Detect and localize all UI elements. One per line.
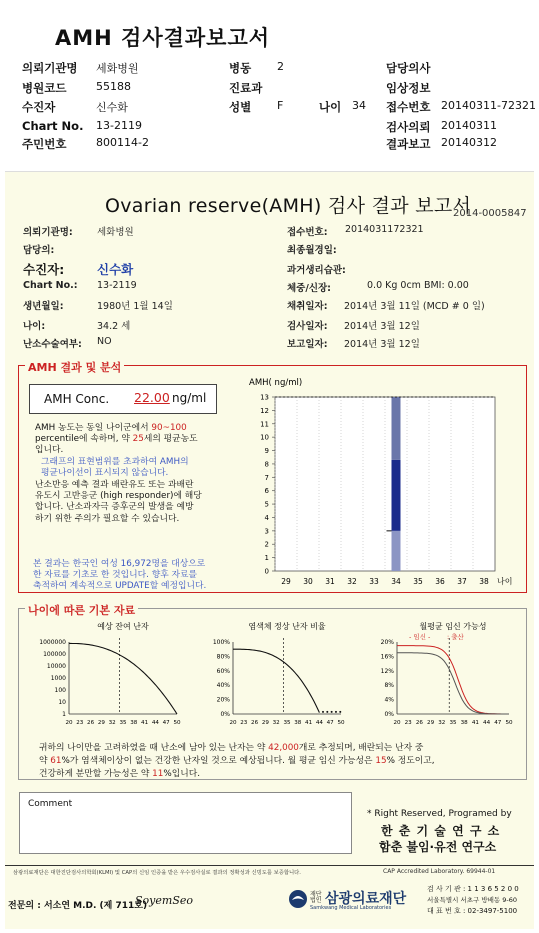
amh-chart-ytick-label: 3 [264,527,269,536]
pregnancy-chart-xtick-label: 20 [393,720,401,726]
amh-paragraph-1: AMH 농도는 동일 나이군에서 90~100 percentile에 속하며, 약 25세의 평균농도 입니다. [35,423,198,456]
footer-divider [5,865,534,866]
lab-name-2: 함춘 불임·유전 연구소 [379,840,497,854]
field-surgery-label: 난소수술여부: [23,339,82,350]
amh-chart-ytick-label: 5 [264,500,269,509]
report-title: AMH 검사결과보고서 [55,26,271,50]
amh-chart-ytick-label: 4 [264,513,269,522]
main-phone: 대 표 번 호 : 02-3497-5100 [427,907,518,915]
value-clinic: 세화병원 [96,62,139,75]
amh-section-title: AMH 결과 및 분석 [25,359,124,375]
birth-curve [397,653,509,714]
amh-chart-xtick-label: 38 [479,577,489,586]
field-test-value: 2014년 3월 12일 [344,321,420,332]
amh-chart-xtick-label: 36 [435,577,445,586]
pregnancy-curve [397,646,509,714]
sheet-doc-id: 2014-0005847 [453,208,527,219]
lab-name-1: 한 춘 기 술 연 구 소 [381,824,501,838]
ratio-chart-ytick-label: 100% [212,639,230,646]
normal-egg-ratio-chart [191,620,351,732]
field-clinic-value: 세화병원 [97,227,134,238]
field-clinic-label: 의뢰기관명: [23,227,73,238]
value-ward: 2 [277,60,284,73]
field-test-label: 검사일자: [287,321,328,332]
amh-chart-ytick-label: 0 [264,567,269,576]
label-ward: 병동 [229,61,252,75]
value-hospital-code: 55188 [96,80,131,93]
amh-chart-ytick-label: 9 [264,447,269,456]
pregnancy-chart-ytick-label: 16% [380,653,394,661]
field-age-value: 34.2 세 [97,321,131,332]
comment-box [19,792,352,854]
field-report-label: 보고일자: [287,339,328,350]
amh-conc-label: AMH Conc. [44,392,110,406]
amh-chart-ytick-label: 1 [264,554,269,563]
field-age-label: 나이: [23,321,46,332]
ratio-chart-ytick-label: 80% [216,653,230,661]
lab-address: 서울특별시 서초구 방배동 9-60 [427,896,518,904]
amh-chart-ytick-label: 7 [264,473,269,482]
ratio-chart-xtick-label: 35 [283,720,291,726]
field-receipt-label: 접수번호: [287,227,328,238]
field-patient-value: 신수화 [97,262,134,277]
eggs-chart-xtick-label: 29 [97,720,105,726]
doctor-signature: SoyemSeo [135,894,193,907]
ratio-chart-xtick-label: 50 [337,720,345,726]
ratio-chart-xtick-label: 32 [272,720,280,726]
eggs-chart-ytick-label: 1000000 [39,639,66,646]
eggs-chart-ytick-label: 100 [54,687,66,694]
label-clinical-info: 임상정보 [386,81,431,95]
eggs-chart-ytick-label: 100000 [43,651,66,658]
eggs-chart-ytick-label: 10000 [46,663,66,670]
value-sex: F [277,99,284,112]
pregnancy-chart-ytick-label: 8% [384,682,394,690]
amh-chart-xtick-label: 29 [281,577,291,586]
label-patient: 수진자 [22,100,56,114]
value-request-date: 20140311 [441,119,497,132]
field-report-value: 2014년 3월 12일 [344,339,420,350]
pregnancy-chart-xtick-label: 29 [427,720,435,726]
ratio-chart-ytick-label: 0% [220,711,230,718]
amh-chart-ytick-label: 6 [264,487,269,496]
eggs-chart-xtick-label: 50 [173,720,181,726]
amh-chart-ytick-label: 12 [260,406,269,415]
value-resident-no: 800114-2 [96,136,149,149]
amh-chart-bar-segment [392,531,401,571]
comment-label: Comment [28,799,73,809]
eggs-chart-xtick-label: 35 [119,720,127,726]
amh-chart-ytick-label: 8 [264,460,269,469]
label-doctor: 담당의사 [386,61,431,75]
sheet-title: Ovarian reserve(AMH) 검사 결과 보고서 [105,195,472,217]
field-history-label: 과거생리습관: [287,265,346,276]
org-prefix: 재단 법인 [310,891,322,904]
field-collect-value: 2014년 3월 11일 (MCD # 0 일) [344,301,485,312]
amh-chart-xtick-label: 32 [347,577,357,586]
field-collect-label: 채취일자: [287,301,328,312]
amh-age-chart [237,373,523,590]
amh-report-sheet [5,171,534,929]
eggs-chart-ytick-label: 1 [62,711,66,718]
field-weight-value: 0.0 Kg 0cm BMI: 0.00 [367,280,469,291]
pregnancy-chart-xtick-label: 23 [404,720,412,726]
amh-conc-unit: ng/ml [172,391,207,405]
amh-paragraph-2: 그래프의 표현범위를 초과하여 AMH의 평균나이선이 표시되지 않습니다. [41,457,189,479]
pregnancy-chart-xtick-label: 50 [505,720,513,726]
eggs-chart-xtick-label: 41 [141,720,149,726]
value-patient: 신수화 [96,101,128,114]
reference-summary: 귀하의 나이만을 고려하였을 때 난소에 남아 있는 난자는 약 42,000개로 추정되며, 배란되는 난자 중 약 61%가 염색체이상이 없는 건강한 난자일 것으로 예상됩니다. 월 평균 임신 가능성은 15% 정도이고, 건강하게 분만할 가능성은 약 11%입니다. [39,743,435,779]
pregnancy-chart-xtick-label: 35 [449,720,457,726]
rights-note: * Right Reserved, Programed by [367,809,512,819]
ratio-chart-xtick-label: 20 [229,720,237,726]
pregnancy-chart-xtick-label: 41 [471,720,479,726]
field-birth-value: 1980년 1월 14일 [97,301,173,312]
samkwang-logo-icon [288,889,308,909]
ratio-chart-ytick-label: 40% [216,682,230,690]
ratio-chart-point [331,711,333,713]
amh-chart-ytick-label: 11 [260,420,269,429]
label-sex: 성별 [229,100,252,114]
lab-phone: 검 사 기 관 : 1 1 3 6 5 2 0 0 [427,885,519,893]
ratio-chart-xtick-label: 44 [315,720,323,726]
pregnancy-chart-ytick-label: 12% [380,667,394,675]
ratio-chart-title: 염색체 정상 난자 비율 [248,622,326,631]
pregnancy-chart-xtick-label: 32 [438,720,446,726]
amh-chart-bar-segment [392,460,401,531]
field-surgery-value: NO [97,336,112,347]
cap-accreditation: CAP Accredited Laboratory. 69944-01 [383,868,496,875]
ratio-chart-xtick-label: 26 [251,720,259,726]
pregnancy-chance-chart [355,620,525,732]
pregnancy-chart-xtick-label: 47 [494,720,502,726]
field-lmp-label: 최종월경일: [287,245,337,256]
ratio-chart-curve [233,649,319,712]
pregnancy-chart-xtick-label: 26 [415,720,423,726]
eggs-chart-xtick-label: 26 [87,720,95,726]
pregnancy-chart-ytick-label: 20% [380,639,394,646]
amh-chart-xtick-label: 37 [457,577,467,586]
label-report-date: 결과보고 [386,137,431,151]
pregnancy-chart-xtick-label: 38 [460,720,468,726]
value-chart-no: 13-2119 [96,119,142,132]
field-chart-label: Chart No.: [23,280,78,291]
label-chart-no: Chart No. [22,119,84,133]
ratio-chart-xtick-label: 23 [240,720,248,726]
ratio-chart-xtick-label: 38 [294,720,302,726]
amh-chart-xtick-label: 33 [369,577,379,586]
eggs-chart-xtick-label: 20 [65,720,73,726]
eggs-chart-curve [69,643,177,714]
eggs-chart-title: 예상 잔여 난자 [97,622,149,631]
remaining-eggs-chart [27,620,187,732]
pregnancy-chart-xtick-label: 44 [483,720,491,726]
ratio-chart-point [326,711,328,713]
amh-chart-xtick-label: 30 [303,577,313,586]
amh-chart-xtick-label: 35 [413,577,423,586]
amh-chart-ylabel: AMH( ng/ml) [249,378,303,388]
ratio-chart-xtick-label: 41 [305,720,313,726]
label-request-date: 검사의뢰 [386,120,431,134]
field-birth-label: 생년월일: [23,301,64,312]
value-age: 34 [352,99,366,112]
ratio-chart-point [322,711,324,713]
pregnancy-chart-ytick-label: 0% [384,711,394,718]
amh-chart-bar-segment [392,397,401,460]
field-receipt-value: 2014031172321 [345,224,424,235]
amh-paragraph-3: 난소반응 예측 결과 배란유도 또는 과배란 유도시 고반응군 (high responder)에 해당 합니다. 난소과자극 증후군의 발생을 예방 하기 위한 주의가 필요할 수 있습니다. [35,480,202,524]
value-report-date: 20140312 [441,136,497,149]
pregnancy-legend-1: - 임신 - [409,633,431,641]
cap-certification-note: 삼광의료재단은 대한진단검사의학회(KLMI) 및 CAP의 신임 인증을 받은 우수검사실로 결과의 정확성과 신빙도를 보증합니다. [13,870,301,876]
label-receipt-no: 접수번호 [386,100,431,114]
ratio-chart-point [339,711,341,713]
amh-conc-value: 22.00 [134,390,170,405]
org-name: 삼광의료재단 [325,891,407,907]
amh-chart-ytick-label: 2 [264,540,269,549]
doctor-name: 전문의 : 서소연 M.D. (제 711호) [8,901,148,911]
eggs-chart-xtick-label: 44 [151,720,159,726]
eggs-chart-xtick-label: 47 [162,720,170,726]
eggs-chart-ytick-label: 10 [58,699,66,706]
amh-chart-xtick-label: 34 [391,577,401,586]
amh-note: 본 결과는 한국인 여성 16,972명을 대상으로 한 자료를 기초로 한 것입니다. 향후 자료를 축적하여 계속적으로 UPDATE할 예정입니다. [33,559,207,592]
label-resident-no: 주민번호 [22,137,67,151]
amh-conc-box [29,384,217,414]
eggs-chart-xtick-label: 32 [108,720,116,726]
reference-section-title: 나이에 따른 기본 자료 [25,602,138,618]
eggs-chart-xtick-label: 23 [76,720,84,726]
ratio-chart-xtick-label: 47 [326,720,334,726]
ratio-chart-point [335,711,337,713]
field-chart-value: 13-2119 [97,280,137,291]
field-weight-label: 체중/신장: [287,283,331,294]
field-physician-label: 담당의: [23,245,55,256]
value-receipt-no: 20140311-72321 [441,99,536,112]
eggs-chart-xtick-label: 38 [130,720,138,726]
label-age: 나이 [319,100,342,114]
ratio-chart-ytick-label: 20% [216,696,230,704]
amh-chart-ytick-label: 13 [260,393,269,402]
amh-chart-xlabel: 나이 [497,577,513,586]
eggs-chart-ytick-label: 1000 [50,675,66,682]
pregnancy-chart-ytick-label: 4% [384,696,394,704]
ratio-chart-xtick-label: 29 [261,720,269,726]
field-patient-label: 수진자: [23,262,65,277]
pregnancy-legend-2: : 출산 [447,633,464,641]
org-name-en: Samkwang Medical Laboratories [310,905,392,911]
ratio-chart-ytick-label: 60% [216,667,230,675]
amh-chart-xtick-label: 31 [325,577,335,586]
label-hospital-code: 병원코드 [22,81,67,95]
amh-chart-ytick-label: 10 [260,433,269,442]
pregnancy-chart-title: 월평균 임신 가능성 [419,622,487,631]
label-department: 진료과 [229,81,263,95]
label-clinic: 의뢰기관명 [22,61,78,75]
